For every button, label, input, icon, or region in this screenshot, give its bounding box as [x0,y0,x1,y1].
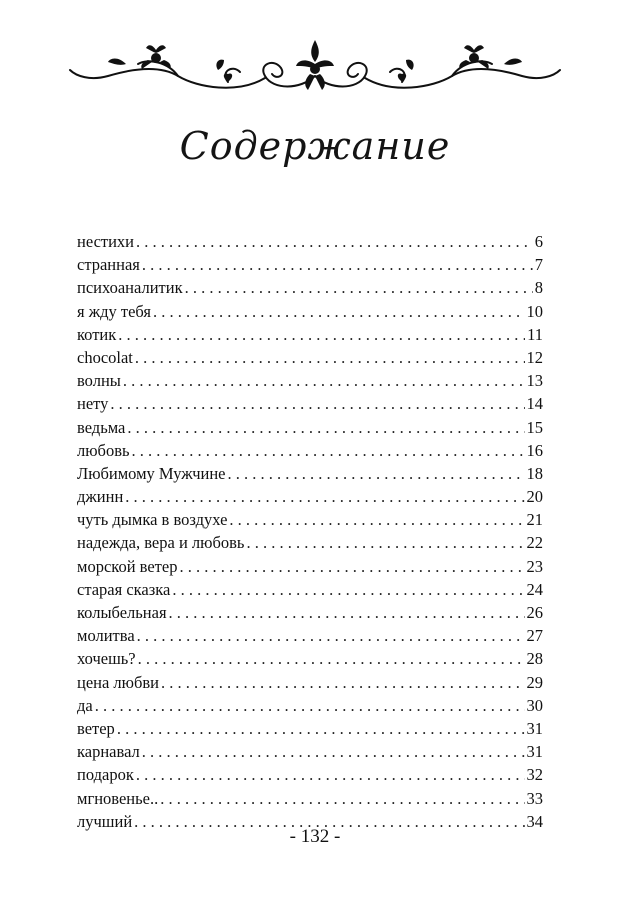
toc-entry [77,416,543,439]
toc-dot-leader [138,647,525,670]
toc-dot-leader [117,717,525,740]
toc-entry-title: колыбельная [77,603,167,622]
toc-dot-leader [142,740,525,763]
toc-dot-leader [185,276,533,299]
toc-entry [77,300,543,323]
toc-dot-leader [137,624,525,647]
toc-entry-title: любовь [77,440,130,460]
toc-entry [77,462,543,485]
toc-entry-page: 23 [526,556,543,576]
toc-entry-title: джинн [77,487,124,507]
toc-entry [77,601,543,624]
toc-entry-title: надежда, вера и любовь [77,533,245,553]
toc-entry-page: 28 [526,649,543,669]
toc-dot-leader [228,462,525,485]
toc-entry-title: лучший [77,811,133,831]
toc-entry-title: чуть дымка в воздухе [77,510,228,530]
toc-dot-leader [135,346,525,369]
toc-entry-title: ветер [77,718,115,738]
toc-entry [77,485,543,508]
toc-entry-page: 33 [526,788,543,808]
toc-entry-page: 31 [526,742,543,762]
toc-dot-leader [246,531,524,554]
toc-entry [77,694,543,717]
toc-dot-leader [153,300,525,323]
toc-entry [77,763,543,786]
toc-entry-page: 18 [526,463,543,483]
toc-entry [77,323,543,346]
toc-dot-leader [132,439,525,462]
toc-entry-title: хочешь? [77,649,136,669]
toc-entry-title: психоаналитик [77,278,183,298]
toc-dot-leader [95,694,525,717]
toc-entry-page: 11 [527,324,543,344]
page-title: Содержание [179,124,451,168]
toc-entry [77,230,543,253]
toc-entry [77,392,543,415]
toc-entry-title: chocolat [77,347,133,367]
toc-entry-title: нестихи [77,232,135,251]
toc-dot-leader [118,323,525,346]
toc-entry-title: карнавал [77,742,140,762]
toc-entry [77,740,543,763]
page-number: - 132 - [289,826,341,847]
toc-entry [77,578,543,601]
toc-dot-leader [110,392,524,415]
toc-entry-title: старая сказка [77,579,171,599]
toc-entry-title: молитва [77,626,135,646]
toc-entry [77,717,543,740]
toc-entry-page: 20 [526,487,543,507]
toc-entry-page: 34 [526,811,543,831]
toc-entry-page: 32 [526,765,543,785]
toc-entry-title: цена любви [77,672,160,692]
toc-entry-title: котик [77,324,117,344]
toc-entry-page: 13 [526,371,543,391]
toc-entry-page: 16 [526,440,543,460]
toc-entry-title: подарок [77,765,134,785]
toc-entry-page: 21 [526,510,543,530]
flourish-ornament-icon [68,36,562,100]
toc-dot-leader [172,578,524,601]
toc-entry-title: странная [77,255,140,275]
toc-entry-page: 22 [526,533,543,553]
toc-entry-title: я жду тебя [77,301,151,321]
toc-entry-page: 27 [526,626,543,646]
toc-entry-page: 29 [526,672,543,692]
toc-entry [77,253,543,276]
toc-dot-leader [123,369,525,392]
toc-entry-title: ведьма [77,417,126,437]
toc-entry [77,369,543,392]
toc-entry-page: 14 [526,394,543,414]
toc-entry [77,671,543,694]
toc-entry [77,346,543,369]
toc-entry [77,787,543,810]
toc-entry-page: 8 [534,278,543,298]
toc-dot-leader [229,508,524,531]
toc-dot-leader [169,601,525,624]
toc-entry [77,531,543,554]
toc-entry [77,439,543,462]
toc-entry-page: 15 [526,417,543,437]
toc-entry-title: волны [77,371,121,391]
toc-entry-page: 24 [526,579,543,599]
table-of-contents [77,230,543,833]
toc-entry [77,276,543,299]
toc-dot-leader [136,763,525,786]
toc-entry-title: да [77,695,93,715]
toc-dot-leader [161,671,524,694]
toc-dot-leader [142,253,533,276]
toc-entry-page: 12 [526,347,543,367]
toc-dot-leader [127,416,524,439]
toc-entry [77,555,543,578]
toc-dot-leader [136,230,533,253]
toc-dot-leader [125,485,524,508]
toc-entry-title: Любимому Мужчине [77,463,226,483]
toc-entry-page: 31 [526,718,543,738]
toc-entry [77,508,543,531]
toc-entry-title: морской ветер [77,556,178,576]
toc-dot-leader [179,555,524,578]
toc-entry-page: 30 [526,695,543,715]
toc-entry-page: 10 [526,301,543,321]
toc-entry-page: 6 [534,232,543,251]
toc-entry [77,647,543,670]
toc-entry-page: 7 [534,255,543,275]
toc-entry-title: мгновенье.. [77,788,159,808]
toc-entry [77,624,543,647]
toc-entry-title: нету [77,394,109,414]
toc-dot-leader [160,787,524,810]
toc-entry-page: 26 [526,603,543,622]
